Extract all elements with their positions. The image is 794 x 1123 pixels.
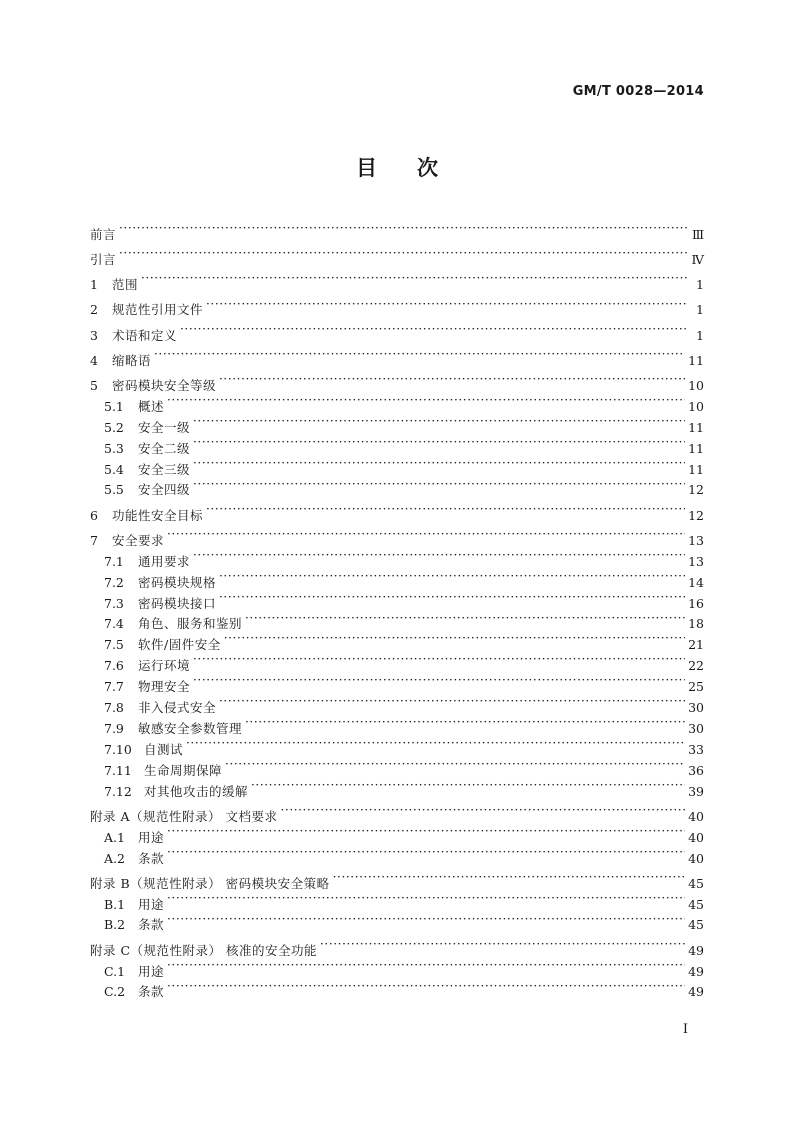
toc-entry-page: 1 <box>696 327 704 343</box>
toc-dot-leader <box>167 888 685 909</box>
toc-entry-label: 自测试 <box>144 741 184 757</box>
toc-dot-leader <box>193 670 685 691</box>
toc-entry[interactable] <box>90 218 704 242</box>
toc-entry-number: 3 <box>90 327 98 343</box>
toc-entry-number: 7.5 <box>104 637 124 653</box>
toc-dot-leader <box>206 294 687 315</box>
toc-entry-label: 前言 <box>90 226 117 242</box>
toc-dot-leader <box>193 453 685 474</box>
toc-entry-number: 6 <box>90 507 98 523</box>
toc-entry-page: 40 <box>688 829 704 845</box>
toc-dot-leader <box>219 369 685 390</box>
table-of-contents <box>90 218 704 1000</box>
toc-entry-number: B.1 <box>104 896 126 912</box>
toc-dot-leader <box>167 524 685 545</box>
toc-entry-label: 物理安全 <box>138 679 191 695</box>
toc-dot-leader <box>180 319 687 340</box>
toc-entry[interactable] <box>90 319 704 343</box>
toc-entry[interactable] <box>90 955 704 979</box>
toc-entry-page: 40 <box>688 850 704 866</box>
toc-entry-page: 11 <box>688 419 704 435</box>
toc-entry-page: 22 <box>688 658 704 674</box>
toc-dot-leader <box>219 691 685 712</box>
toc-entry[interactable] <box>90 344 704 368</box>
toc-dot-leader <box>193 432 685 453</box>
toc-entry-number: C.1 <box>104 963 126 979</box>
toc-entry-label: 用途 <box>138 963 165 979</box>
toc-dot-leader <box>167 955 685 976</box>
toc-entry-page: 1 <box>696 277 704 293</box>
toc-dot-leader <box>167 909 685 930</box>
toc-dot-leader <box>193 649 685 670</box>
toc-entry[interactable] <box>90 524 704 548</box>
toc-entry-page: 21 <box>688 637 704 653</box>
toc-entry-page: 16 <box>688 595 704 611</box>
footer-page-number: I <box>682 1022 688 1037</box>
toc-entry-page: 12 <box>688 482 704 498</box>
toc-entry-number: A.2 <box>104 850 125 866</box>
toc-entry-number: C.2 <box>104 984 126 1000</box>
toc-entry-page: 49 <box>688 984 704 1000</box>
toc-entry[interactable] <box>90 545 704 569</box>
toc-entry-page: 1 <box>696 302 704 318</box>
toc-entry-label: 附录 A（规范性附录） 文档要求 <box>90 808 278 824</box>
toc-entry[interactable] <box>90 800 704 824</box>
toc-entry-label: 对其他攻击的缓解 <box>144 783 249 799</box>
toc-dot-leader <box>280 800 685 821</box>
toc-entry[interactable] <box>90 934 704 958</box>
toc-entry-label: 附录 C（规范性附录） 核准的安全功能 <box>90 942 318 958</box>
toc-entry-number: 7.9 <box>104 720 124 736</box>
toc-entry-label: 用途 <box>138 896 165 912</box>
toc-entry-label: 范围 <box>112 277 139 293</box>
toc-entry-label: 术语和定义 <box>112 327 178 343</box>
toc-entry-number: 7.8 <box>104 699 124 715</box>
toc-entry-number: 5.3 <box>104 440 124 456</box>
toc-entry-label: 角色、服务和鉴别 <box>138 616 243 632</box>
toc-dot-leader <box>206 499 685 520</box>
toc-entry-page: 45 <box>688 875 704 891</box>
toc-entry-page: 40 <box>688 808 704 824</box>
toc-entry-number: 7.7 <box>104 679 124 695</box>
toc-dot-leader <box>167 390 685 411</box>
toc-entry-page: 36 <box>688 762 704 778</box>
toc-entry[interactable] <box>90 821 704 845</box>
toc-dot-leader <box>245 608 685 629</box>
toc-dot-leader <box>320 934 685 955</box>
toc-entry[interactable] <box>90 842 704 866</box>
toc-entry-label: 软件/固件安全 <box>138 637 221 653</box>
toc-dot-leader <box>167 821 685 842</box>
toc-entry-label: 缩略语 <box>112 352 152 368</box>
toc-entry-label: 非入侵式安全 <box>138 699 217 715</box>
toc-entry-page: 11 <box>688 461 704 477</box>
toc-entry-number: 7 <box>90 532 98 548</box>
toc-entry[interactable] <box>90 867 704 891</box>
toc-entry-label: 附录 B（规范性附录） 密码模块安全策略 <box>90 875 330 891</box>
toc-entry-label: 安全一级 <box>138 419 191 435</box>
toc-dot-leader <box>167 976 685 997</box>
toc-entry[interactable] <box>90 369 704 394</box>
toc-dot-leader <box>251 775 685 796</box>
toc-entry-page: 30 <box>688 699 704 715</box>
toc-entry-page: 39 <box>688 783 704 799</box>
toc-entry-page: 14 <box>688 574 704 590</box>
toc-entry-page: 13 <box>688 553 704 569</box>
toc-entry[interactable] <box>90 390 704 414</box>
toc-entry-label: 规范性引用文件 <box>112 302 204 318</box>
toc-entry-label: 生命周期保障 <box>144 762 223 778</box>
toc-entry-number: 5.1 <box>104 398 124 414</box>
toc-dot-leader <box>167 842 685 863</box>
toc-dot-leader <box>119 218 687 239</box>
toc-dot-leader <box>245 712 685 733</box>
toc-entry-label: 通用要求 <box>138 553 191 569</box>
standard-code: GM/T 0028—2014 <box>572 84 704 99</box>
toc-entry-number: 5 <box>90 378 98 394</box>
toc-entry-label: 安全四级 <box>138 482 191 498</box>
page-title <box>0 152 794 182</box>
toc-entry-number: 7.10 <box>104 741 132 757</box>
toc-entry-label: 安全三级 <box>138 461 191 477</box>
toc-entry-page: 12 <box>688 507 704 523</box>
toc-entry-label: 条款 <box>138 850 165 866</box>
toc-entry-page: 25 <box>688 679 704 695</box>
toc-dot-leader <box>219 566 685 587</box>
toc-entry-page: 49 <box>688 963 704 979</box>
toc-dot-leader <box>186 733 685 754</box>
toc-dot-leader <box>141 268 687 289</box>
toc-entry-label: 敏感安全参数管理 <box>138 720 243 736</box>
toc-entry-number: 7.4 <box>104 616 124 632</box>
toc-entry-number: 5.4 <box>104 461 124 477</box>
toc-dot-leader <box>193 474 685 495</box>
toc-entry-number: 7.1 <box>104 553 124 569</box>
toc-dot-leader <box>224 628 685 649</box>
toc-dot-leader <box>225 754 685 775</box>
toc-entry-page: 45 <box>688 896 704 912</box>
toc-entry-page: 11 <box>688 352 704 368</box>
toc-entry-page: 49 <box>688 942 704 958</box>
toc-entry-label: 安全要求 <box>112 532 165 548</box>
toc-entry[interactable] <box>90 243 704 268</box>
toc-entry-page: 10 <box>688 398 704 414</box>
toc-entry-label: 用途 <box>138 829 165 845</box>
toc-entry-number: 5.5 <box>104 482 124 498</box>
toc-entry[interactable] <box>90 294 704 318</box>
toc-dot-leader <box>119 243 687 264</box>
toc-dot-leader <box>219 587 685 608</box>
toc-entry-label: 条款 <box>138 984 165 1000</box>
toc-dot-leader <box>154 344 685 365</box>
toc-entry-page: 13 <box>688 532 704 548</box>
toc-entry-number: B.2 <box>104 917 126 933</box>
toc-entry-number: A.1 <box>104 829 125 845</box>
toc-entry-label: 概述 <box>138 398 165 414</box>
toc-entry-page: 30 <box>688 720 704 736</box>
toc-entry-page: 33 <box>688 741 704 757</box>
toc-entry[interactable] <box>90 411 704 435</box>
toc-entry-number: 7.12 <box>104 783 132 799</box>
toc-entry-page: Ⅳ <box>691 252 704 268</box>
toc-entry-label: 密码模块安全等级 <box>112 378 217 394</box>
toc-entry-number: 7.11 <box>104 762 132 778</box>
toc-entry-label: 功能性安全目标 <box>112 507 204 523</box>
toc-entry-label: 引言 <box>90 252 117 268</box>
toc-entry[interactable] <box>90 909 704 933</box>
toc-entry[interactable] <box>90 268 704 293</box>
toc-entry-page: 10 <box>688 378 704 394</box>
toc-entry-number: 2 <box>90 302 98 318</box>
toc-dot-leader <box>333 867 685 888</box>
toc-entry-label: 安全二级 <box>138 440 191 456</box>
toc-entry[interactable] <box>90 499 704 523</box>
toc-dot-leader <box>193 411 685 432</box>
toc-entry-number: 1 <box>90 277 98 293</box>
toc-entry[interactable] <box>90 976 704 1000</box>
toc-entry-label: 密码模块规格 <box>138 574 217 590</box>
toc-entry-label: 条款 <box>138 917 165 933</box>
toc-entry-label: 运行环境 <box>138 658 191 674</box>
toc-dot-leader <box>193 545 685 566</box>
toc-entry-label: 密码模块接口 <box>138 595 217 611</box>
toc-entry-number: 7.3 <box>104 595 124 611</box>
toc-entry-number: 5.2 <box>104 419 124 435</box>
toc-entry-page: 11 <box>688 440 704 456</box>
title-char-2: 次 <box>417 155 438 180</box>
toc-entry-number: 7.2 <box>104 574 124 590</box>
toc-entry[interactable] <box>90 888 704 912</box>
toc-entry-number: 4 <box>90 352 98 368</box>
toc-entry-page: 18 <box>688 616 704 632</box>
toc-entry-page: Ⅲ <box>691 226 704 242</box>
toc-entry-page: 45 <box>688 917 704 933</box>
toc-entry-number: 7.6 <box>104 658 124 674</box>
title-char-1: 目 <box>356 155 377 180</box>
